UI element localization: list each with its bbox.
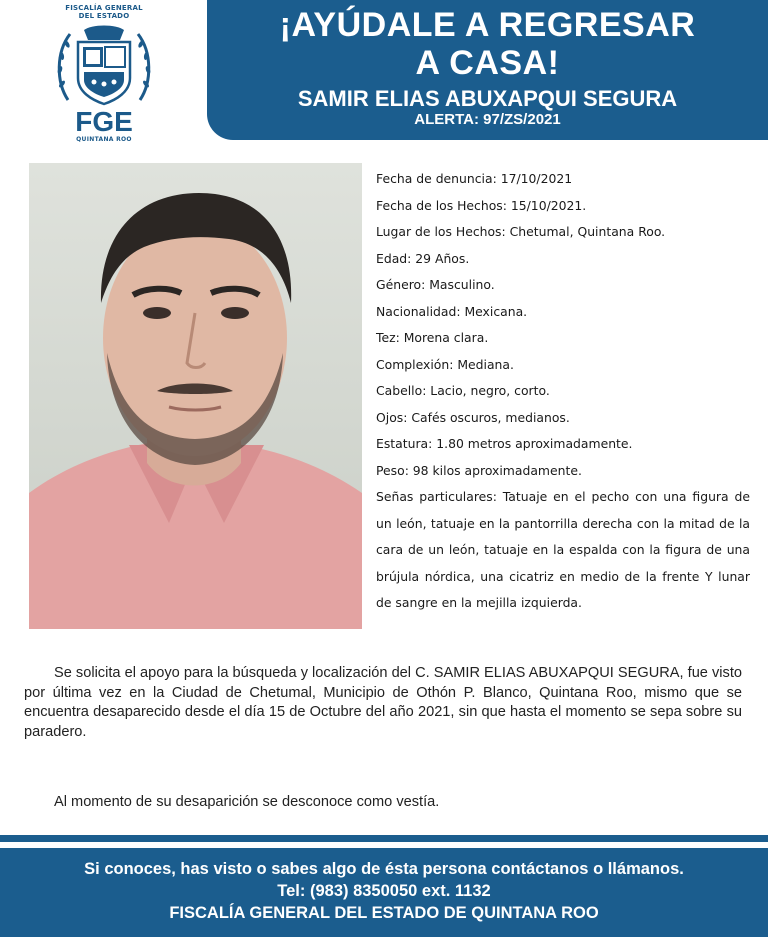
person-name: SAMIR ELIAS ABUXAPQUI SEGURA bbox=[297, 86, 678, 111]
request-paragraph: Se solicita el apoyo para la búsqueda y localización del C. SAMIR ELIAS ABUXAPQUI SEGURA, fue visto por última vez en la Ciudad de Chetumal, Municipio de Othón P. Blanco, Quintana Roo, mismo que se encuentra desaparecido desde el día 15 de Octubre del año 2021, sin que hasta el momento se sepa sobre su paradero. bbox=[24, 665, 742, 740]
seal-icon bbox=[54, 22, 154, 108]
detail-senas-particulares: Señas particulares: Tatuaje en el pecho con una figura de un león, tatuaje en la pantorrilla derecha con la mitad de la cara de un león, tatuaje en la espalda con la figura de una brújula nórdica, una cicatriz en medio de la frente Y lunar de sangre en la mejilla izquierda. bbox=[376, 489, 750, 610]
detail-fecha-denuncia: Fecha de denuncia: 17/10/2021 bbox=[376, 171, 573, 186]
detail-peso: Peso: 98 kilos aproximadamente. bbox=[376, 462, 582, 478]
header-banner bbox=[207, 0, 768, 140]
footer-line1: Si conoces, has visto o sabes algo de ésta persona contáctanos o llámanos. bbox=[84, 860, 684, 878]
person-photo bbox=[29, 163, 362, 629]
alert-number: ALERTA: 97/ZS/2021 bbox=[414, 111, 561, 128]
detail-tez: Tez: Morena clara. bbox=[376, 330, 489, 345]
footer-phone: Tel: (983) 8350050 ext. 1132 bbox=[277, 882, 491, 900]
footer-contact bbox=[0, 848, 768, 937]
detail-cabello: Cabello: Lacio, negro, corto. bbox=[376, 383, 550, 398]
detail-fecha-hechos: Fecha de los Hechos: 15/10/2021. bbox=[376, 197, 587, 213]
clothing-paragraph: Al momento de su desaparición se desconoce como vestía. bbox=[54, 794, 440, 810]
detail-ojos: Ojos: Cafés oscuros, medianos. bbox=[376, 409, 570, 425]
detail-lugar: Lugar de los Hechos: Chetumal, Quintana Roo. bbox=[376, 224, 666, 239]
logo-acronym: FGE bbox=[75, 106, 133, 137]
details-list bbox=[376, 166, 750, 617]
logo-subtitle: QUINTANA ROO bbox=[76, 136, 132, 143]
banner-title-line1: ¡AYÚDALE A REGRESAR bbox=[279, 6, 696, 44]
fge-logo bbox=[40, 4, 168, 146]
detail-genero: Género: Masculino. bbox=[376, 277, 495, 292]
detail-edad: Edad: 29 Años. bbox=[376, 250, 470, 266]
footer-agency: FISCALÍA GENERAL DEL ESTADO DE QUINTANA ROO bbox=[169, 904, 599, 922]
logo-top-line2: DEL ESTADO bbox=[78, 12, 130, 20]
banner-title-line2: A CASA! bbox=[415, 44, 560, 82]
detail-complexion: Complexión: Mediana. bbox=[376, 356, 514, 372]
footer-divider bbox=[0, 835, 768, 842]
detail-estatura: Estatura: 1.80 metros aproximadamente. bbox=[376, 436, 633, 451]
logo-top-line1: FISCALÍA GENERAL bbox=[65, 4, 143, 12]
detail-nacionalidad: Nacionalidad: Mexicana. bbox=[376, 303, 528, 319]
